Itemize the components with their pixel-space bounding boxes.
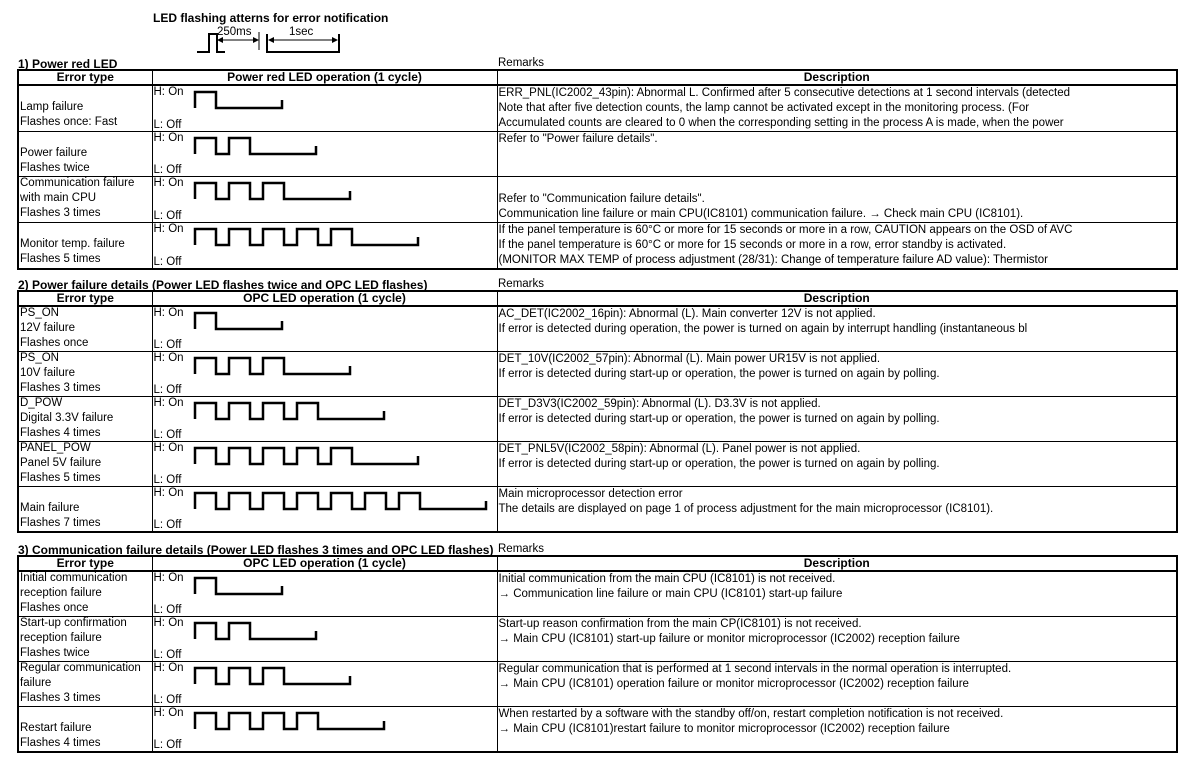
error-type-line: Flashes 5 times [20, 253, 101, 265]
error-type-line: PANEL_POW [20, 442, 91, 454]
operation-cell [152, 85, 497, 132]
description-line: Note that after five detection counts, the lamp cannot be activated except in the monitoring process. (For [498, 102, 1030, 114]
error-type-cell [18, 707, 152, 753]
error-type-lines [19, 307, 152, 351]
operation-cell [152, 442, 497, 487]
communication-failure-details-table [17, 555, 1178, 753]
level-high-label: H: On [153, 617, 184, 629]
error-type-line: Communication failure [20, 177, 135, 189]
level-low-label: L: Off [153, 339, 182, 351]
section-3-title: 3) Communication failure details (Power LED flashes 3 times and OPC LED flashes) [18, 543, 494, 557]
operation-cell [152, 487, 497, 533]
error-type-line: Lamp failure [20, 101, 84, 113]
table-header-row [18, 70, 1177, 85]
waveform-line [195, 313, 282, 329]
error-type-cell [18, 662, 152, 707]
led-waveform [193, 621, 318, 643]
description-cell [497, 85, 1177, 132]
table-row [18, 662, 1177, 707]
description-cell [497, 487, 1177, 533]
waveform-line [195, 403, 384, 419]
section-2-remarks-label: Remarks [498, 278, 545, 290]
level-high-label: H: On [153, 223, 184, 235]
level-low-label: L: Off [153, 119, 182, 131]
led-waveform [193, 446, 420, 468]
operation-cell [152, 352, 497, 397]
led-waveform [193, 227, 420, 249]
description-line: If the panel temperature is 60°C or more for 15 seconds or more in a row, error standby is activated. [498, 239, 1007, 251]
description-cell [497, 571, 1177, 617]
timing-short-label: 250ms [217, 26, 252, 38]
operation-cell [152, 132, 497, 177]
led-waveform [193, 491, 488, 513]
table-row [18, 306, 1177, 352]
error-type-lines [19, 617, 152, 661]
error-type-line: with main CPU [20, 192, 97, 204]
waveform-line [195, 229, 418, 245]
led-waveform [193, 136, 318, 158]
error-type-line: PS_ON [20, 307, 59, 319]
description-cell [497, 397, 1177, 442]
level-high-label: H: On [153, 707, 184, 719]
error-type-cell [18, 571, 152, 617]
error-type-line: Main failure [20, 502, 80, 514]
description-cell [497, 223, 1177, 270]
error-type-line: Start-up confirmation [20, 617, 127, 629]
error-type-line: Initial communication [20, 572, 128, 584]
operation-cell [152, 397, 497, 442]
error-type-line: 10V failure [20, 367, 75, 379]
led-waveform [193, 356, 352, 378]
error-type-line: Monitor temp. failure [20, 238, 125, 250]
section-2-title: 2) Power failure details (Power LED flashes twice and OPC LED flashes) [18, 278, 428, 292]
error-type-lines [19, 572, 152, 616]
section-1-title: 1) Power red LED [18, 57, 118, 71]
section-3-remarks-label: Remarks [498, 543, 545, 555]
description-line: AC_DET(IC2002_16pin): Abnormal (L). Main converter 12V is not applied. [498, 308, 876, 320]
waveform-line [195, 358, 350, 374]
error-type-line: Power failure [20, 147, 88, 159]
led-waveform [193, 311, 284, 333]
description-line: Regular communication that is performed at 1 second intervals in the normal operation is interrupted. [498, 663, 1012, 675]
error-type-lines [19, 352, 152, 396]
level-high-label: H: On [153, 86, 184, 98]
error-type-lines [19, 442, 152, 486]
description-line: ERR_PNL(IC2002_43pin): Abnormal L. Confirmed after 5 consecutive detections at 1 second intervals (detected [498, 87, 1070, 99]
description-line: DET_PNL5V(IC2002_58pin): Abnormal (L). Panel power is not applied. [498, 443, 861, 455]
table-row [18, 707, 1177, 753]
error-type-lines [19, 487, 152, 531]
level-low-label: L: Off [153, 164, 182, 176]
error-type-line: Flashes 3 times [20, 207, 101, 219]
level-low-label: L: Off [153, 739, 182, 751]
description-cell [497, 707, 1177, 753]
waveform-line [195, 578, 282, 594]
header-operation: OPC LED operation (1 cycle) [152, 556, 497, 571]
error-type-lines [19, 223, 152, 267]
description-cell [497, 352, 1177, 397]
error-type-cell [18, 177, 152, 223]
error-type-line: Flashes twice [20, 162, 90, 174]
description-line: The details are displayed on page 1 of process adjustment for the main microprocessor (IC8101). [498, 503, 994, 515]
error-type-line: Flashes 4 times [20, 737, 101, 749]
error-type-line: Flashes 3 times [20, 692, 101, 704]
table-row [18, 397, 1177, 442]
level-high-label: H: On [153, 352, 184, 364]
description-cell [497, 662, 1177, 707]
error-type-line: Digital 3.3V failure [20, 412, 114, 424]
description-line: → Main CPU (IC8101)restart failure to monitor microprocessor (IC2002) reception failure [498, 723, 950, 735]
description-line: Refer to "Communication failure details". [498, 193, 705, 205]
error-type-cell [18, 223, 152, 270]
header-operation: OPC LED operation (1 cycle) [152, 291, 497, 306]
level-low-label: L: Off [153, 429, 182, 441]
error-type-cell [18, 397, 152, 442]
level-low-label: L: Off [153, 210, 182, 222]
header-description: Description [497, 70, 1177, 85]
description-line: Refer to "Power failure details". [498, 133, 658, 145]
timing-legend-diagram [195, 30, 360, 56]
header-description: Description [497, 556, 1177, 571]
waveform-line [195, 448, 418, 464]
error-type-lines [19, 86, 152, 130]
error-type-line: Flashes once [20, 337, 89, 349]
level-high-label: H: On [153, 132, 184, 144]
error-type-line: Regular communication [20, 662, 141, 674]
operation-cell [152, 617, 497, 662]
description-cell [497, 306, 1177, 352]
description-line: Start-up reason confirmation from the main CP(IC8101) is not received. [498, 618, 862, 630]
operation-cell [152, 707, 497, 753]
description-cell [497, 132, 1177, 177]
description-line: If error is detected during start-up or operation, the power is turned on again by polling. [498, 458, 940, 470]
error-type-cell [18, 132, 152, 177]
operation-cell [152, 306, 497, 352]
description-line: Communication line failure or main CPU(IC8101) communication failure. → Check main CPU (IC8101). [498, 208, 1024, 220]
power-red-led-table [17, 69, 1178, 270]
error-type-cell [18, 306, 152, 352]
level-high-label: H: On [153, 487, 184, 499]
error-type-line: D_POW [20, 397, 63, 409]
table-row [18, 177, 1177, 223]
error-type-line: Flashes once [20, 602, 89, 614]
waveform-line [195, 623, 316, 639]
error-type-line: Restart failure [20, 722, 92, 734]
description-line: If error is detected during operation, the power is turned on again by interrupt handling (instantaneous bl [498, 323, 1028, 335]
operation-cell [152, 177, 497, 223]
error-type-line: failure [20, 677, 52, 689]
led-waveform [193, 181, 352, 203]
error-type-cell [18, 85, 152, 132]
description-line: (MONITOR MAX TEMP of process adjustment (28/31): Change of temperature failure AD value): Thermistor [498, 254, 1048, 266]
level-high-label: H: On [153, 397, 184, 409]
operation-cell [152, 662, 497, 707]
description-cell [497, 177, 1177, 223]
waveform-line [195, 668, 350, 684]
header-description: Description [497, 291, 1177, 306]
error-type-line: Flashes 7 times [20, 517, 101, 529]
error-type-line: Panel 5V failure [20, 457, 102, 469]
section-1-remarks-label: Remarks [498, 57, 545, 69]
operation-cell [152, 571, 497, 617]
level-high-label: H: On [153, 307, 184, 319]
error-type-line: Flashes 3 times [20, 382, 101, 394]
header-operation: Power red LED operation (1 cycle) [152, 70, 497, 85]
level-high-label: H: On [153, 177, 184, 189]
error-type-lines [19, 397, 152, 441]
led-waveform [193, 576, 284, 598]
error-type-cell [18, 617, 152, 662]
power-failure-details-table [17, 290, 1178, 533]
error-type-line: reception failure [20, 587, 102, 599]
description-line: Main microprocessor detection error [498, 488, 683, 500]
error-type-cell [18, 487, 152, 533]
description-line: If the panel temperature is 60°C or more for 15 seconds or more in a row, CAUTION appears on the OSD of AVC [498, 224, 1073, 236]
description-cell [497, 617, 1177, 662]
description-line: DET_10V(IC2002_57pin): Abnormal (L). Main power UR15V is not applied. [498, 353, 881, 365]
waveform-line [195, 138, 316, 154]
table-header-row [18, 291, 1177, 306]
table-row [18, 442, 1177, 487]
table-row [18, 352, 1177, 397]
header-error-type: Error type [18, 556, 152, 571]
level-low-label: L: Off [153, 694, 182, 706]
waveform-line [195, 493, 486, 509]
header-error-type: Error type [18, 70, 152, 85]
error-type-line: Flashes once: Fast [20, 116, 118, 128]
led-waveform [193, 711, 386, 733]
table-row [18, 571, 1177, 617]
description-cell [497, 442, 1177, 487]
description-line: → Communication line failure or main CPU (IC8101) start-up failure [498, 588, 843, 600]
waveform-line [195, 713, 384, 729]
waveform-line [195, 183, 350, 199]
level-low-label: L: Off [153, 256, 182, 268]
led-waveform [193, 401, 386, 423]
table-row [18, 487, 1177, 533]
table-row [18, 617, 1177, 662]
level-low-label: L: Off [153, 604, 182, 616]
table-row [18, 85, 1177, 132]
error-type-lines [19, 177, 152, 221]
error-type-line: Flashes twice [20, 647, 90, 659]
error-type-line: 12V failure [20, 322, 75, 334]
error-type-lines [19, 132, 152, 176]
error-type-lines [19, 707, 152, 751]
description-line: → Main CPU (IC8101) start-up failure or monitor microprocessor (IC2002) reception failure [498, 633, 960, 645]
error-type-line: PS_ON [20, 352, 59, 364]
timing-long-label: 1sec [289, 26, 314, 38]
error-type-cell [18, 352, 152, 397]
level-high-label: H: On [153, 442, 184, 454]
error-type-cell [18, 442, 152, 487]
level-low-label: L: Off [153, 384, 182, 396]
header-error-type: Error type [18, 291, 152, 306]
error-type-line: reception failure [20, 632, 102, 644]
table-row [18, 223, 1177, 270]
operation-cell [152, 223, 497, 270]
level-low-label: L: Off [153, 519, 182, 531]
level-low-label: L: Off [153, 474, 182, 486]
description-line: If error is detected during start-up or operation, the power is turned on again by polling. [498, 368, 940, 380]
error-type-line: Flashes 5 times [20, 472, 101, 484]
description-line: Initial communication from the main CPU (IC8101) is not received. [498, 573, 836, 585]
description-line: If error is detected during start-up or operation, the power is turned on again by polling. [498, 413, 940, 425]
page-title: LED flashing atterns for error notification [153, 11, 389, 25]
led-waveform [193, 90, 284, 112]
description-line: → Main CPU (IC8101) operation failure or monitor microprocessor (IC2002) reception failure [498, 678, 969, 690]
table-row [18, 132, 1177, 177]
level-high-label: H: On [153, 662, 184, 674]
description-line: Accumulated counts are cleared to 0 when the corresponding setting in the process A is made, when the power [498, 117, 1064, 129]
led-waveform [193, 666, 352, 688]
level-high-label: H: On [153, 572, 184, 584]
error-type-line: Flashes 4 times [20, 427, 101, 439]
description-line [498, 177, 1177, 192]
level-low-label: L: Off [153, 649, 182, 661]
description-line: When restarted by a software with the standby off/on, restart completion notification is not received. [498, 708, 1004, 720]
table-header-row [18, 556, 1177, 571]
description-line: DET_D3V3(IC2002_59pin): Abnormal (L). D3.3V is not applied. [498, 398, 821, 410]
error-type-lines [19, 662, 152, 706]
waveform-line [195, 92, 282, 108]
